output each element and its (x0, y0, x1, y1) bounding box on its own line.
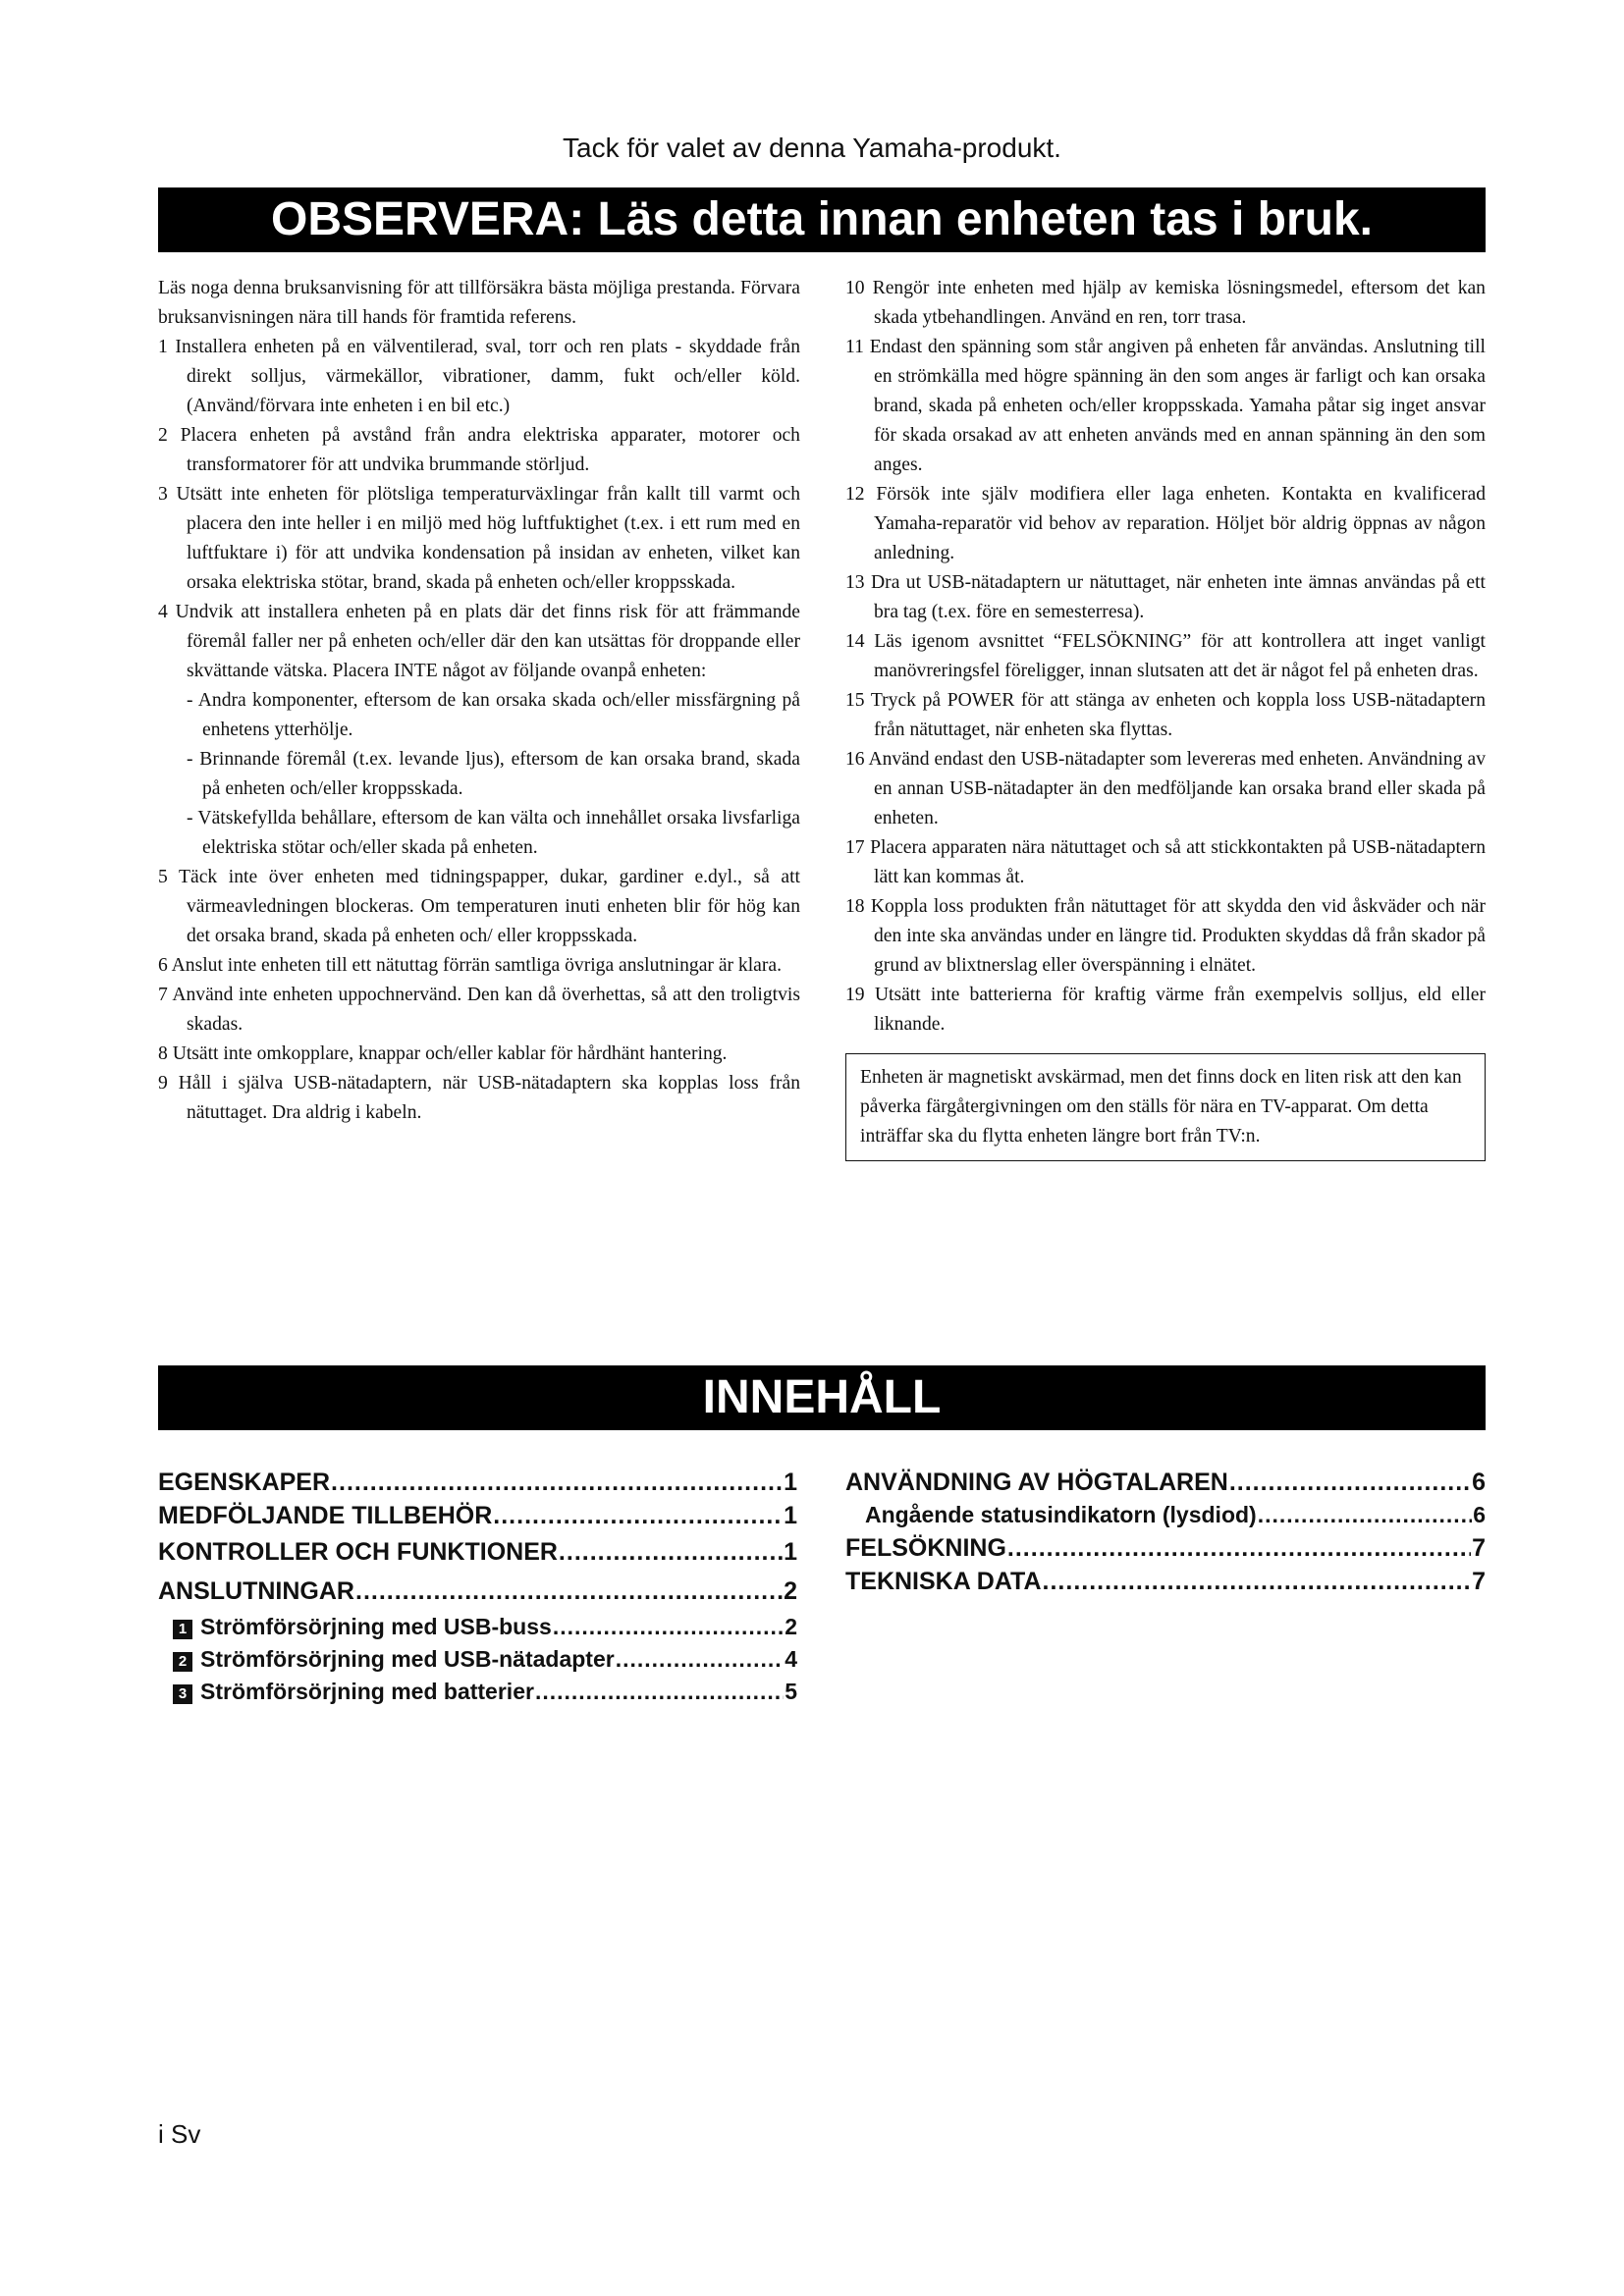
step-3-badge-icon: 3 (173, 1684, 192, 1704)
safety-column-left (158, 274, 800, 1128)
step-1-badge-icon: 1 (173, 1620, 192, 1639)
toc-entry[interactable]: ANVÄNDNING AV HÖGTALAREN ..... 6 (845, 1466, 1486, 1499)
safety-item-14: 14 Läs igenom avsnittet “FELSÖKNING” för att kontrollera att inget vanligt manövreringsfel föreligger, innan slutsaten att det är något fel på enheten dras. (845, 631, 1486, 681)
safety-subitem: - Andra komponenter, eftersom de kan orsaka skada och/eller missfärgning på enhetens ytterhölje. (187, 690, 801, 740)
safety-item-13: 13 Dra ut USB-nätadaptern ur nätuttaget, när enheten inte ämnas användas på ett bra tag (t.ex. före en semesterresa). (845, 572, 1487, 622)
intro-paragraph: Läs noga denna bruksanvisning för att tillförsäkra bästa möjliga prestanda. Förvara bruksanvisningen nära till hands för framtida referens. (158, 278, 800, 328)
safety-item-3: 3 Utsätt inte enheten för plötsliga temperaturväxlingar från kallt till varmt och placera den inte heller i en miljö med hög luftfuktighet (t.ex. i ett rum med en luftfuktare i) för att undvika kondensation på insidan av enheten, vilket kan orsaka elektriska stötar, brand, skada på enheten och/eller kroppsskada. (158, 484, 801, 593)
toc-subentry[interactable]: 2 Strömförsörjning med USB-nätadapter ..... 4 (158, 1643, 797, 1676)
step-2-badge-icon: 2 (173, 1652, 192, 1672)
safety-item-15: 15 Tryck på POWER för att stänga av enheten och koppla loss USB-nätadaptern från nätuttaget, när enheten ska flyttas. (845, 690, 1487, 740)
toc-subentry[interactable]: 1 Strömförsörjning med USB-buss ..... 2 (158, 1611, 797, 1643)
safety-subitem: - Vätskefyllda behållare, eftersom de kan välta och innehållet orsaka livsfarliga elektriska stötar och/eller skada på enheten. (187, 808, 800, 858)
toc-entry[interactable]: FELSÖKNING ..... 7 (845, 1531, 1486, 1565)
safety-item-8: 8 Utsätt inte omkopplare, knappar och/eller kablar för hårdhänt hantering. (158, 1043, 728, 1064)
toc-entry[interactable]: MEDFÖLJANDE TILLBEHÖR ..... 1 (158, 1499, 797, 1532)
safety-item-6: 6 Anslut inte enheten till ett nätuttag förrän samtliga övriga anslutningar är klara. (158, 955, 782, 976)
toc-entry[interactable]: TEKNISKA DATA ..... 7 (845, 1565, 1486, 1598)
safety-item-5: 5 Täck inte över enheten med tidningspapper, dukar, gardiner e.dyl., så att värmeavledningen blockeras. Om temperaturen inuti enheten blir för hög kan det orsaka brand, skada på enheten och/ eller kroppsskada. (158, 867, 800, 946)
toc-subentry[interactable]: Angående statusindikatorn (lysdiod) ..... 6 (845, 1499, 1486, 1531)
safety-item-2: 2 Placera enheten på avstånd från andra elektriska apparater, motorer och transformatorer för att undvika brummande störljud. (158, 425, 800, 475)
safety-item-16: 16 Använd endast den USB-nätadapter som levereras med enheten. Användning av en annan USB-nätadapter än den medföljande kan orsaka brand eller skada på enheten. (845, 749, 1486, 828)
safety-item-12: 12 Försök inte själv modifiera eller laga enheten. Kontakta en kvalificerad Yamaha-reparatör vid behov av reparation. Höljet bör aldrig öppnas av någon anledning. (845, 484, 1486, 563)
toc-entry[interactable]: ANSLUTNINGAR ..... 2 (158, 1572, 797, 1611)
caution-title: OBSERVERA: Läs detta innan enheten tas i bruk. (158, 187, 1486, 252)
safety-item-11: 11 Endast den spänning som står angiven på enheten får användas. Anslutning till en strömkälla med högre spänning än den som anges är farligt och kan orsaka brand, skada på enheten och/eller kroppsskada. Yamaha påtar sig inget ansvar för skada orsakad av att enheten används med en annan spänning än den som anges. (845, 337, 1486, 475)
toc-entry[interactable]: EGENSKAPER ..... 1 (158, 1466, 797, 1499)
safety-item-9: 9 Håll i själva USB-nätadaptern, när USB-nätadaptern ska kopplas loss från nätuttaget. Dra aldrig i kabeln. (158, 1073, 800, 1123)
safety-item-10: 10 Rengör inte enheten med hjälp av kemiska lösningsmedel, eftersom det kan skada ytbehandlingen. Använd en ren, torr trasa. (845, 278, 1486, 328)
magnetic-shield-notice: Enheten är magnetiskt avskärmad, men det finns dock en liten risk att den kan påverka färgåtergivningen om den ställs för nära en TV-apparat. Om detta inträffar ska du flytta enheten längre bort från TV:n. (845, 1053, 1486, 1161)
toc-subentry[interactable]: 3 Strömförsörjning med batterier ..... 5 (158, 1676, 797, 1708)
safety-item-1: 1 Installera enheten på en välventilerad, sval, torr och ren plats - skyddade från direkt solljus, värmekällor, vibrationer, damm, fukt och/eller köld. (Använd/förvara inte enheten i en bil etc.) (158, 337, 800, 416)
safety-column-right (845, 274, 1486, 1161)
safety-item-18: 18 Koppla loss produkten från nätuttaget för att skydda den vid åskväder och när den inte ska användas under en längre tid. Produkten skyddas då från skador på grund av blixtnerslag eller överspänning i elnätet. (845, 896, 1486, 976)
toc-column-left (158, 1466, 797, 1708)
safety-item-7: 7 Använd inte enheten uppochnervänd. Den kan då överhettas, så att den troligtvis skadas. (158, 985, 800, 1035)
safety-subitem: - Brinnande föremål (t.ex. levande ljus), eftersom de kan orsaka brand, skada på enheten och/eller kroppsskada. (187, 749, 800, 799)
safety-item-4: 4 Undvik att installera enheten på en plats där det finns risk för att främmande föremål faller ner på enheten och/eller där den kan utsättas för droppande eller skvättande vätska. Placera INTE något av följande ovanpå enheten: (158, 602, 800, 681)
safety-item-19: 19 Utsätt inte batterierna för kraftig värme från exempelvis solljus, eld eller liknande. (845, 985, 1486, 1035)
toc-entry[interactable]: KONTROLLER OCH FUNKTIONER ..... 1 (158, 1532, 797, 1572)
safety-item-17: 17 Placera apparaten nära nätuttaget och så att stickkontakten på USB-nätadaptern lätt kan kommas åt. (845, 837, 1486, 887)
toc-title: INNEHÅLL (158, 1365, 1486, 1430)
toc-column-right (845, 1466, 1486, 1598)
page-number: i Sv (158, 2119, 201, 2149)
thanks-line: Tack för valet av denna Yamaha-produkt. (563, 133, 1061, 163)
